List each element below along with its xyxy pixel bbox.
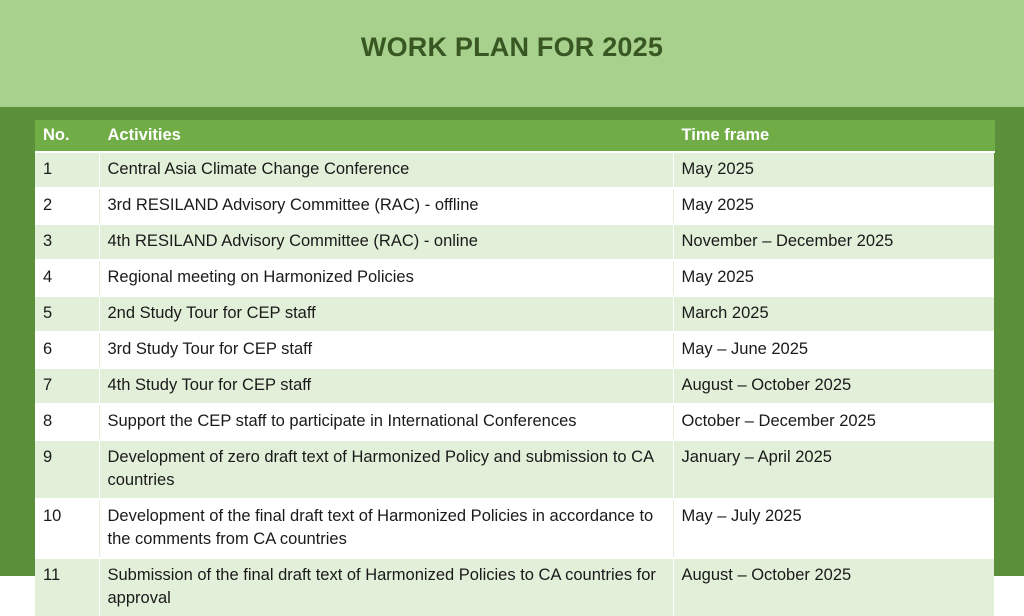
table-row xyxy=(35,404,994,440)
table-row xyxy=(35,558,994,616)
row-activity: 4th RESILAND Advisory Committee (RAC) - online xyxy=(99,224,673,260)
row-number: 3 xyxy=(35,224,99,260)
row-number: 1 xyxy=(35,152,99,188)
table-row xyxy=(35,188,994,224)
page-title: WORK PLAN FOR 2025 xyxy=(360,32,664,62)
table-row xyxy=(35,260,994,296)
row-activity: Development of zero draft text of Harmonized Policy and submission to CA countries xyxy=(99,440,673,499)
table-row xyxy=(35,368,994,404)
table-header-row xyxy=(35,120,994,152)
row-time-frame: May 2025 xyxy=(673,260,994,296)
table-row xyxy=(35,440,994,499)
work-plan-table-container xyxy=(35,120,994,616)
row-time-frame: March 2025 xyxy=(673,296,994,332)
table-row xyxy=(35,224,994,260)
row-number: 8 xyxy=(35,404,99,440)
row-activity: 3rd RESILAND Advisory Committee (RAC) - offline xyxy=(99,188,673,224)
row-time-frame: May 2025 xyxy=(673,188,994,224)
row-number: 9 xyxy=(35,440,99,499)
row-activity: Regional meeting on Harmonized Policies xyxy=(99,260,673,296)
row-time-frame: November – December 2025 xyxy=(673,224,994,260)
row-activity: Support the CEP staff to participate in International Conferences xyxy=(99,404,673,440)
row-number: 7 xyxy=(35,368,99,404)
column-header-no: No. xyxy=(35,120,99,152)
table-row xyxy=(35,296,994,332)
row-time-frame: October – December 2025 xyxy=(673,404,994,440)
row-activity: 3rd Study Tour for CEP staff xyxy=(99,332,673,368)
row-activity: 2nd Study Tour for CEP staff xyxy=(99,296,673,332)
header-band xyxy=(0,0,1024,107)
work-plan-table xyxy=(35,120,995,616)
row-activity: Submission of the final draft text of Harmonized Policies to CA countries for approval xyxy=(99,558,673,616)
row-activity: Development of the final draft text of Harmonized Policies in accordance to the comments from CA countries xyxy=(99,499,673,558)
column-header-time-frame: Time frame xyxy=(673,120,994,152)
row-activity: Central Asia Climate Change Conference xyxy=(99,152,673,188)
row-number: 6 xyxy=(35,332,99,368)
row-time-frame: August – October 2025 xyxy=(673,368,994,404)
table-row xyxy=(35,152,994,188)
row-time-frame: May 2025 xyxy=(673,152,994,188)
row-time-frame: January – April 2025 xyxy=(673,440,994,499)
row-number: 4 xyxy=(35,260,99,296)
row-activity: 4th Study Tour for CEP staff xyxy=(99,368,673,404)
row-number: 11 xyxy=(35,558,99,616)
row-number: 10 xyxy=(35,499,99,558)
table-row xyxy=(35,499,994,558)
row-time-frame: May – July 2025 xyxy=(673,499,994,558)
row-number: 5 xyxy=(35,296,99,332)
row-time-frame: August – October 2025 xyxy=(673,558,994,616)
row-time-frame: May – June 2025 xyxy=(673,332,994,368)
row-number: 2 xyxy=(35,188,99,224)
table-row xyxy=(35,332,994,368)
column-header-activities: Activities xyxy=(99,120,673,152)
